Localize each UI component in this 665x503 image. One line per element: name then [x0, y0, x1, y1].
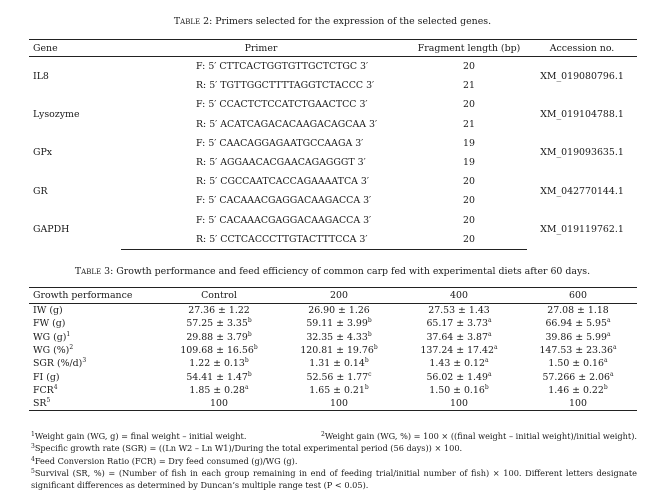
value-cell: [519, 370, 637, 383]
value-cell: [159, 304, 279, 318]
accession-number: XM_019104788.1: [540, 109, 624, 121]
significance-letter: b: [247, 370, 252, 378]
cell-value: 37.64 ± 3.87: [426, 331, 488, 343]
growth-row: [29, 331, 637, 344]
significance-letter: b: [244, 357, 249, 365]
primer-row: [29, 95, 637, 114]
primer-sequence: [121, 57, 411, 77]
fragment-length: 20: [463, 176, 475, 188]
primer-seq-text: CGCCAATCACCAGAAAATCA: [220, 176, 358, 188]
growth-row: [29, 344, 637, 357]
cell-value: 32.35 ± 4.33: [306, 331, 368, 343]
significance-letter: a: [245, 383, 249, 391]
primer-direction: R:: [196, 233, 207, 245]
value-cell: [519, 331, 637, 344]
footnote-5-mark: 5: [31, 467, 35, 475]
primer-seq-text: TGTTGGCTTTTAGGTCTACCC: [220, 80, 364, 92]
value-cell: [519, 384, 637, 397]
value-cell: [399, 370, 519, 383]
significance-letter: b: [247, 317, 252, 325]
prime-5-mark: 5′: [208, 195, 217, 207]
row-label: [29, 357, 159, 370]
cell-value: 29.88 ± 3.79: [186, 331, 248, 343]
accession-number: XM_019080796.1: [540, 70, 624, 82]
cell-value: 1.50 ± 0.16: [548, 358, 604, 370]
prime-5-mark: 5′: [208, 137, 217, 149]
primer-seq-text: CAACAGGAGAATGCCAAGA: [219, 137, 353, 149]
primer-sequence: [121, 76, 411, 95]
accession-number: XM_019093635.1: [540, 147, 624, 159]
fragment-length: 20: [463, 99, 475, 111]
significance-letter: a: [609, 370, 614, 378]
cell-value: 100: [330, 398, 348, 410]
fragment-length: 20: [463, 195, 475, 207]
cell-value: 100: [569, 398, 587, 410]
significance-letter: c: [368, 370, 372, 378]
primer-sequence: [121, 153, 411, 172]
row-label: [29, 317, 159, 330]
cell-value: 100: [210, 398, 228, 410]
prime-3-mark: 3′: [363, 195, 372, 207]
primer-row: [29, 172, 637, 191]
value-cell: [399, 331, 519, 344]
cell-value: 65.17 ± 3.73: [426, 318, 488, 330]
header-growth-performance: Growth performance: [29, 288, 159, 304]
value-cell: [399, 344, 519, 357]
prime-3-mark: 3′: [359, 99, 368, 111]
significance-letter: a: [606, 330, 611, 338]
row-label: [29, 304, 159, 318]
value-cell: [159, 384, 279, 397]
row-label: [29, 384, 159, 397]
row-label: [29, 397, 159, 411]
cell-value: 137.24 ± 17.42: [420, 345, 494, 357]
footnote-3-mark: 3: [31, 443, 35, 451]
cell-value: 27.08 ± 1.18: [547, 305, 609, 317]
primer-direction: R:: [196, 157, 207, 169]
primer-direction: F:: [196, 99, 206, 111]
fragment-length: 20: [411, 230, 527, 250]
row-label-text: IW (g): [33, 305, 63, 317]
row-label: [29, 370, 159, 383]
primer-row: [29, 134, 637, 153]
prime-5-mark: 5′: [209, 118, 218, 130]
primer-seq-text: CCTCACCCTTGTACTTTCCA: [220, 233, 357, 245]
cell-value: 1.65 ± 0.21: [309, 384, 365, 396]
footnote-2-mark: 2: [320, 431, 325, 438]
footnote-1-mark: 1: [31, 431, 35, 438]
significance-letter: b: [253, 343, 258, 351]
fragment-length: 19: [463, 157, 475, 169]
significance-letter: b: [247, 330, 252, 338]
row-label-text: FW (g): [33, 318, 66, 330]
value-cell: [399, 317, 519, 330]
primer-row: [29, 57, 637, 77]
row-label: [29, 344, 159, 357]
significance-letter: a: [612, 343, 617, 351]
footnote-3-text: Specific growth rate (SGR) = ((Ln W2 – Ln W1)/During the total experimental period (56 days)) × 100.: [34, 443, 463, 454]
growth-row: [29, 304, 637, 318]
footnote-3: [31, 443, 637, 455]
prime-5-mark: 5′: [208, 99, 217, 111]
growth-table: [29, 287, 637, 411]
value-cell: [519, 304, 637, 318]
value-cell: [159, 357, 279, 370]
gene-name: Lysozyme: [33, 109, 80, 121]
cell-value: 26.90 ± 1.26: [308, 305, 370, 317]
significance-letter: a: [487, 370, 492, 378]
primer-seq-text: AGGAACACGAACAGAGGGT: [220, 157, 355, 169]
value-cell: [279, 304, 399, 318]
primer-sequence: [121, 134, 411, 153]
table2-caption: [0, 16, 665, 28]
footnote-2: [321, 431, 637, 443]
value-cell: [279, 384, 399, 397]
primers-table: [29, 39, 637, 250]
footnote-1-text: Weight gain (WG, g) = final weight – initial weight.: [34, 431, 247, 441]
fragment-length: 20: [463, 214, 475, 226]
row-label-text: WG (%): [33, 345, 70, 357]
accession-number: XM_042770144.1: [540, 185, 624, 197]
row-label-text: SR: [33, 398, 47, 410]
primer-sequence: [121, 211, 411, 230]
cell-value: 39.86 ± 5.99: [545, 331, 607, 343]
footnote-5-text: Survival (SR, %) = (Number of fish in each group remaining in end of feeding trial/initial number of fish) × 100. Different letters designate significant differences as determined by Duncan’s multiple range test (P < 0.05).: [31, 467, 637, 491]
value-cell: [519, 344, 637, 357]
significance-letter: b: [373, 343, 378, 351]
cell-value: 54.41 ± 1.47: [186, 371, 248, 383]
significance-letter: b: [364, 357, 369, 365]
table2-caption-text: Primers selected for the expression of the selected genes.: [215, 16, 492, 27]
prime-5-mark: 5′: [209, 176, 218, 188]
value-cell: [399, 304, 519, 318]
primer-seq-text: CTTCACTGGTGTTGCTCTGC: [219, 61, 358, 73]
primers-table-body: [29, 57, 637, 250]
header-gene: Gene: [29, 40, 121, 57]
footnote-row-1: [31, 431, 637, 443]
header-primer: Primer: [121, 40, 411, 57]
row-label-note: 2: [69, 343, 74, 351]
value-cell: [399, 384, 519, 397]
cell-value: 109.68 ± 16.56: [180, 345, 254, 357]
primer-direction: R:: [196, 176, 207, 188]
cell-value: 52.56 ± 1.77: [306, 371, 369, 383]
cell-value: 147.53 ± 23.36: [539, 345, 613, 357]
row-label-text: WG (g): [33, 331, 67, 343]
cell-value: 1.43 ± 0.12: [429, 358, 485, 370]
primer-seq-text: CACAAACGAGGACAAGACCA: [219, 214, 361, 226]
cell-value: 27.53 ± 1.43: [428, 305, 490, 317]
header-200: 200: [279, 288, 399, 304]
prime-3-mark: 3′: [366, 80, 375, 92]
prime-3-mark: 3′: [355, 137, 364, 149]
primer-sequence: [121, 95, 411, 114]
value-cell: [279, 344, 399, 357]
gene-name: GAPDH: [33, 224, 70, 236]
primers-table-header: [29, 40, 637, 57]
prime-5-mark: 5′: [208, 61, 217, 73]
row-label: [29, 331, 159, 344]
cell-value: 66.94 ± 5.95: [545, 318, 607, 330]
prime-3-mark: 3′: [363, 214, 372, 226]
growth-row: [29, 397, 637, 411]
cell-value: 1.50 ± 0.16: [429, 384, 485, 396]
cell-value: 1.46 ± 0.22: [548, 384, 604, 396]
value-cell: [399, 397, 519, 411]
primer-direction: F:: [196, 214, 206, 226]
primer-sequence: [121, 230, 411, 250]
header-control: Control: [159, 288, 279, 304]
primer-direction: R:: [196, 80, 207, 92]
significance-letter: a: [487, 330, 492, 338]
row-label-note: 5: [46, 397, 51, 405]
prime-5-mark: 5′: [208, 214, 217, 226]
table2-caption-label: Table 2:: [173, 16, 213, 27]
primer-direction: R:: [196, 118, 207, 130]
value-cell: [279, 317, 399, 330]
cell-value: 56.02 ± 1.49: [426, 371, 488, 383]
row-label-note: 4: [53, 383, 58, 391]
primer-direction: F:: [196, 61, 206, 73]
accession-number: XM_019119762.1: [540, 224, 624, 236]
growth-row: [29, 317, 637, 330]
value-cell: [519, 397, 637, 411]
row-label-text: FI (g): [33, 371, 60, 383]
primer-sequence: [121, 191, 411, 210]
primer-seq-text: ACATCAGACACAAGACAGCAA: [220, 118, 367, 130]
primer-seq-text: CCACTCTCCATCTGAACTCC: [219, 99, 357, 111]
row-label-note: 3: [82, 357, 87, 365]
header-600: 600: [519, 288, 637, 304]
table3-caption: [0, 266, 665, 278]
primer-direction: F:: [196, 195, 206, 207]
table3-caption-text: Growth performance and feed efficiency of common carp fed with experimental diets after 60 days.: [116, 266, 591, 277]
value-cell: [159, 317, 279, 330]
fragment-length: 20: [463, 61, 475, 73]
cell-value: 100: [450, 398, 468, 410]
primer-seq-text: CACAAACGAGGACAAGACCA: [219, 195, 361, 207]
footnote-1: [31, 431, 246, 443]
primer-sequence: [121, 115, 411, 134]
value-cell: [279, 397, 399, 411]
value-cell: [279, 370, 399, 383]
footnote-5: [31, 468, 637, 492]
cell-value: 59.11 ± 3.99: [306, 318, 368, 330]
significance-letter: a: [606, 317, 611, 325]
prime-3-mark: 3′: [369, 118, 378, 130]
header-400: 400: [399, 288, 519, 304]
cell-value: 120.81 ± 19.76: [300, 345, 374, 357]
prime-5-mark: 5′: [209, 80, 218, 92]
prime-3-mark: 3′: [357, 157, 366, 169]
cell-value: 1.22 ± 0.13: [189, 358, 245, 370]
significance-letter: a: [604, 357, 608, 365]
gene-name: IL8: [33, 70, 49, 82]
fragment-length: 21: [463, 80, 475, 92]
cell-value: 1.31 ± 0.14: [309, 358, 365, 370]
value-cell: [159, 331, 279, 344]
footnote-4-text: Feed Conversion Ratio (FCR) = Dry feed consumed (g)/WG (g).: [34, 455, 298, 466]
prime-3-mark: 3′: [360, 61, 369, 73]
growth-table-body: [29, 304, 637, 411]
footnote-2-text: Weight gain (WG, %) = 100 × ((final weight – initial weight)/initial weight).: [324, 431, 637, 441]
primer-row: [29, 211, 637, 230]
growth-row: [29, 370, 637, 383]
value-cell: [159, 344, 279, 357]
prime-5-mark: 5′: [209, 157, 218, 169]
value-cell: [279, 357, 399, 370]
row-label-text: FCR: [33, 384, 54, 396]
footnote-4-mark: 4: [31, 455, 35, 463]
value-cell: [519, 357, 637, 370]
value-cell: [159, 370, 279, 383]
fragment-length: 19: [463, 137, 475, 149]
cell-value: 57.266 ± 2.06: [542, 371, 610, 383]
growth-table-header: [29, 288, 637, 304]
significance-letter: b: [367, 330, 372, 338]
significance-letter: a: [485, 357, 489, 365]
fragment-length: 21: [463, 118, 475, 130]
prime-3-mark: 3′: [359, 233, 368, 245]
significance-letter: b: [367, 317, 372, 325]
header-accession: Accession no.: [527, 40, 637, 57]
table3-caption-label: Table 3:: [74, 266, 114, 277]
significance-letter: b: [603, 383, 608, 391]
value-cell: [279, 331, 399, 344]
header-length: Fragment length (bp): [411, 40, 527, 57]
significance-letter: a: [487, 317, 492, 325]
significance-letter: b: [364, 383, 369, 391]
significance-letter: a: [493, 343, 498, 351]
significance-letter: b: [484, 383, 489, 391]
prime-5-mark: 5′: [209, 233, 218, 245]
value-cell: [399, 357, 519, 370]
value-cell: [159, 397, 279, 411]
primer-sequence: [121, 172, 411, 191]
cell-value: 57.25 ± 3.35: [186, 318, 248, 330]
gene-name: GR: [33, 185, 48, 197]
footnote-4: [31, 456, 637, 468]
growth-row: [29, 357, 637, 370]
primer-direction: F:: [196, 137, 206, 149]
growth-row: [29, 384, 637, 397]
row-label-note: 1: [66, 330, 71, 338]
cell-value: 1.85 ± 0.28: [189, 384, 245, 396]
row-label-text: SGR (%/d): [33, 358, 83, 370]
prime-3-mark: 3′: [360, 176, 369, 188]
table3-footnotes: [31, 431, 637, 491]
cell-value: 27.36 ± 1.22: [188, 305, 250, 317]
gene-name: GPx: [33, 147, 53, 159]
value-cell: [519, 317, 637, 330]
